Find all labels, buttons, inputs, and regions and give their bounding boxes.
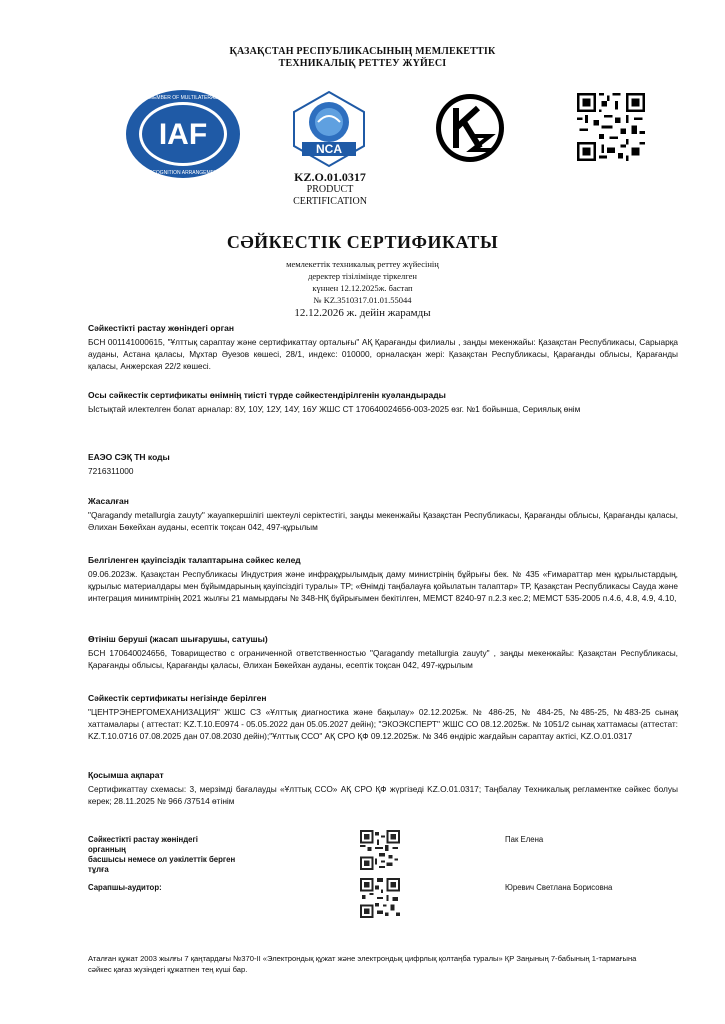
section-title: Осы сәйкестік сертификаты өнімнің тиісті түрде сәйкестендірілгенін куәландырады <box>88 390 446 400</box>
section-text: Сертификаттау схемасы: 3, мерзімді бағалауды «Ұлттық ССО» АҚ СРО ҚФ жүргізеді KZ.O.01.0317; Таңбалау Техникалық регламентке сәйкес болуы керек; 28.11.2025 № 966 /37514 өтінім <box>88 784 678 806</box>
tn-code-section <box>88 452 678 477</box>
legal-footnote: Аталған құжат 2003 жылғы 7 қаңтардағы №370-II «Электрондық құжат және электрондық цифрлық қолтаңба туралы» ҚР Заңының 7-бабының 1-тармағына сәйкес қағаз жүзіндегі құжатпен тең күшi бар. <box>88 954 637 974</box>
section-title: ЕАЭО СЭҚ ТН коды <box>88 452 170 462</box>
registration-number: № KZ.3510317.01.01.55044 <box>313 295 412 305</box>
validity-date: 12.12.2026 ж. дейін жарамды <box>294 307 431 319</box>
manufacturer-section <box>88 496 678 533</box>
iaf-logo <box>124 88 242 180</box>
certification-body-section <box>88 323 678 372</box>
head-label-line-3: басшысы немесе ол уәкілеттік берген <box>88 855 236 864</box>
nca-text: NCA <box>316 142 342 156</box>
certification-label: CERTIFICATION <box>293 196 367 207</box>
section-text: 7216311000 <box>88 466 134 476</box>
basis-section <box>88 693 678 742</box>
applicant-section <box>88 634 678 671</box>
registration-line-2: деректер тізілімінде тіркелген <box>308 271 417 281</box>
signature-qr-icon <box>360 830 400 870</box>
section-title: Қосымша ақпарат <box>88 770 164 780</box>
svg-text:RECOGNITION ARRANGEMENT: RECOGNITION ARRANGEMENT <box>145 170 221 176</box>
requirements-section <box>88 555 678 604</box>
section-text: Ыстықтай илектелген болат арналар: 8У, 10У, 12У, 14У, 16У ЖШС СТ 170640024656-003-2025 өзг. №1 бойынша, Сериялық өнім <box>88 404 581 414</box>
head-name: Пак Елена <box>505 835 544 844</box>
accreditation-scope <box>260 184 400 208</box>
head-label-line-1: Сәйкестікті растау жөніндегі <box>88 835 198 844</box>
section-title: Сәйкестікті растау жөніндегі орган <box>88 323 234 333</box>
section-text: 09.06.2023ж. Қазақстан Республикасы Индустрия және инфрақұрылымдық даму министрінің бұйрығы бек. № 435 «Ғимараттар мен құрылыстардың, құрылыс материалдары мен бұйымдарының қауіпсіздігі туралы» ТР; «Өнімді таңбалауға қойылатын талаптар» ТР, Қазақстан Республикасы Сауда және интеграция минимтрінің 2021 жылғы 21 мамырдағы № 348-НҚ бұйрығымен бекітілген, МЕМСТ 8240-97 п.2.3 кес.2; МЕМСТ 535-2005 п.4.6, 4.8, 4.9, 4.10, <box>88 569 678 603</box>
section-text: БСН 001141000615, "Ұлттық сараптау және сертификаттау орталығы" АҚ Қарағанды филиалы , заңды мекенжайы: Қазақстан Республикасы, Сарыарқа ауданы, Астана қаласы, Мұхтар Әуезов көшесі, 28/1, индекс: 010000, орналасқан жері: Қазақстан Республикасы, Қарағанды облысы, Қарағанды қаласы, Анжерская 22/2 көшесі. <box>88 337 678 371</box>
kz-conformity-mark-icon <box>434 92 506 164</box>
registration-date: күннен 12.12.2025ж. бастап <box>312 283 413 293</box>
section-text: "ЦЕНТРЭНЕРГОМЕХАНИЗАЦИЯ" ЖШС СЗ «Ұлттық диагностика және бақылау» 02.12.2025ж. № 486-25, № 484-25, №485-25, №483-25 сынақ хаттамалары ( аттестат: KZ.T.10.E0974 - 05.05.2022 дан 05.05.2027 дейін); "ЭКОЭКСПЕРТ" ЖШС СО 08.12.2025ж. № 1051/2 сынақ хаттамасы (аттестат: KZ.T.10.0716 07.08.2025 дан 07.08.2030 дейін);"Ұлттық ССО" АҚ СРО ҚФ 09.12.2025ж. № 346 өндіріс жағдайын сараптау актісі, KZ.O.01.0317 <box>88 707 678 741</box>
accreditation-code: KZ.O.01.0317 <box>294 170 366 184</box>
nca-logo <box>290 90 368 168</box>
section-title: Белгіленген қауіпсіздік талаптарына сәйкес келед <box>88 555 301 565</box>
document-title: СӘЙКЕСТІК СЕРТИФИКАТЫ <box>226 232 499 252</box>
section-title: Өтініш беруші (жасап шығарушы, сатушы) <box>88 634 268 644</box>
head-signature-label <box>88 835 288 875</box>
section-text: БСН 170640024656, Товарищество с ограниченной ответственностью "Qaragandy metallurgia zauyty" , заңды мекенжайы: Қазақстан Республикасы, Қарағанды облысы, Қарағанды қаласы, Әлихан Бөкейхан ауданы, есептік тоқсан 042, 497-құрылым <box>88 648 678 670</box>
section-title: Сәйкестік сертификаты негізінде берілген <box>88 693 267 703</box>
auditor-qr-icon <box>360 878 400 918</box>
product-label: PRODUCT <box>306 184 354 195</box>
qr-code-icon <box>577 93 645 161</box>
additional-info-section <box>88 770 678 807</box>
head-label-line-4: тұлға <box>88 865 109 874</box>
product-section <box>88 390 678 415</box>
registration-line-1: мемлекеттік техникалық реттеу жүйесінің <box>286 259 439 269</box>
header-line-2: ТЕХНИКАЛЫҚ РЕТТЕУ ЖҮЙЕСІ <box>278 58 447 69</box>
iaf-text: IAF <box>158 118 208 151</box>
head-label-line-2: органның <box>88 845 126 854</box>
issuing-authority-header <box>0 46 725 70</box>
section-title: Жасалған <box>88 496 129 506</box>
header-line-1: ҚАЗАҚСТАН РЕСПУБЛИКАСЫНЫҢ МЕМЛЕКЕТТІК <box>229 46 496 57</box>
svg-text:MEMBER OF MULTILATERAL: MEMBER OF MULTILATERAL <box>148 95 218 101</box>
registration-info <box>0 258 725 306</box>
auditor-name: Юревич Светлана Борисовна <box>505 883 613 892</box>
section-text: "Qaragandy metallurgia zauyty" жауапкершілігі шектеулі серіктестігі, заңды мекенжайы Қазақстан Республикасы, Қарағанды облысы, Қарағанды қаласы, Әлихан Бөкейхан ауданы, есептік тоқсан 042, 497-құрылым <box>88 510 678 532</box>
auditor-label: Сарапшы-аудитор: <box>88 883 162 892</box>
